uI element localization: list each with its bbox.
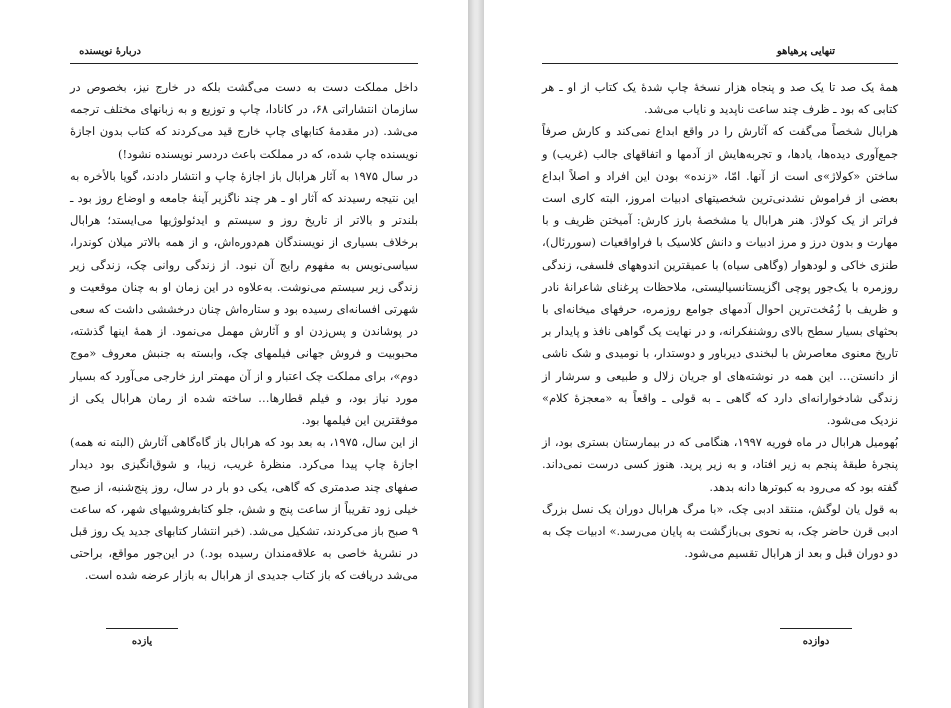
- paragraph: بُهومیل هرابال در ماه فوریه ۱۹۹۷، هنگامی که در بیمارستان بستری بود، از پنجرهٔ طبقهٔ پنجم به زیر افتاد، و به زیر پرید. هنوز کسی درست نمی‌داند. گفته بود که می‌رود به کبوترها دانه بدهد.: [542, 435, 899, 494]
- paragraph: در سال ۱۹۷۵ به آثار هرابال باز اجازهٔ چاپ و انتشار دادند، گویا بالأخره به این نتیجه رسیدند که آثار او ـ هر چند ناگزیر آینهٔ جامعه و اوضاع روز بود ـ بلندتر و بالاتر از تاریخ روز و سیستم و ایدئولوژیها می‌ایستد؛ هرابال برخلاف بسیاری از نویسندگان هم‌دوره‌اش، و از همه بالاتر میلان کوندرا، سیاسی‌نویس به مفهوم رایج آن نبود. از زندگی روانی چک، زندگی زیر زندگی زیر سیستم می‌نوشت. به‌علاوه در این زمان او به چنان موقعیت و شهرتی افسانه‌ای رسیده بود و ستاره‌اش چنان درخششی داشت که سعی در پوشاندن و پس‌زدن او و آثارش مهمل می‌نمود. از همهٔ اینها گذشته، محبوبیت و فروش جهانی فیلمهای چک، وابسته به جنبش معروف «موج دوم»، برای مملکت چک اعتبار و از آن مهمتر ارز خارجی می‌آورد که بسیار مورد نیاز بود، و فیلم قطارها… ساخته شده از رمان هرابال یکی از موفقترین این فیلمها بود.: [70, 168, 419, 428]
- footer-rule: [780, 628, 852, 629]
- running-head: دربارهٔ نویسنده: [79, 46, 141, 57]
- body-text: [542, 76, 898, 564]
- running-head: تنهایی پرهیاهو: [776, 46, 836, 57]
- paragraph: همهٔ یک صد تا یک صد و پنجاه هزار نسخهٔ چاپ شدهٔ یک کتاب از او ـ هر کتابی که بود ـ ظرف چند ساعت ناپدید و نایاب می‌شد.: [542, 80, 898, 117]
- paragraph: هرابال شخصاً می‌گفت که آثارش را در واقع ابداع نمی‌کند و کارش صرفاً جمع‌آوری دیده‌ها، یادها، و تجربه‌هایش از آدمها و اتفاقهای جالب (غریب) و ساختن «کولاژ»ی است از آنها. امّا، «زنده» بودن این افراد و اصلاً ابداع بعضی از فراموش نشدنی‌ترین شخصیتهای ادبیات امروز، البته کاری است فراتر از یک کولاژ. هنر هرابال یا مشخصهٔ بارز کارش: آمیختن ظریف و با مهارت و بدون درز و مرز ادبیات و دانش کلاسیک با فراواقعیات (سوررئال)، طنزی خاکی و لودهوار (وگاهی سیاه) با عمیقترین اندوههای فلسفی، زندگی روزمره با یک‌جور پوچی اگزیستانسیالیستی، ملاحظات پرغنای شاعرانهٔ نادر و ظریف با زُمُخت‌ترین احوال آدمهای جوامع روزمره، حرفهای میخانه‌ای با بحثهای بسیار سطح بالای روشنفکرانه، و در نهایت یک گواهی نافذ و پایدار بر تاریخ معنوی معاصرش با لبخندی دیرباور و دوستدار، با نومیدی و شک ناشی از دانستن… این همه در نوشته‌های او جریان زلال و طبیعی و سرشار از زندگی شادخوارانه‌ای دارد که گاهی ـ به قولی ـ واقعاً به «معجزهٔ کلام» نزدیک می‌شود.: [542, 124, 898, 428]
- page-number: یازده: [131, 636, 153, 647]
- book-gutter: [468, 0, 484, 708]
- right-page: [484, 0, 951, 708]
- footer-rule: [106, 628, 178, 629]
- paragraph: داخل مملکت دست به دست می‌گشت بلکه در خارج نیز، بخصوص در سازمان انتشاراتی ۶۸، در کانادا، چاپ و توزیع و به زبانهای مختلف ترجمه می‌شد. (در مقدمهٔ کتابهای چاپ خارج قید می‌کردند که کتاب بدون اجازهٔ نویسنده چاپ شده، که در مملکت باعث دردسر نویسنده نشود!): [70, 80, 418, 161]
- header-rule: [70, 63, 418, 64]
- left-page: [0, 0, 468, 708]
- page-number: دوازده: [802, 636, 830, 647]
- paragraph: از این سال، ۱۹۷۵، به بعد بود که هرابال باز گاه‌گاهی آثارش (البته نه همه) اجازهٔ چاپ پیدا می‌کرد. منظرهٔ غریب، زیبا، و شوق‌انگیزی بود دیدار صفهای چند صدمتری که گاهی، یکی دو بار در سال، روز پنج‌شنبه، از صبح خیلی زود تقریباً از ساعت پنج و شش، جلو کتابفروشیهای شهر، که ساعت ۹ صبح باز می‌کردند، تشکیل می‌شد. (خبر انتشار کتابهای جدید یک روز قبل در نشریهٔ خاصی به علاقه‌مندان رسیده بود.) در این‌جور مواقع، براحتی می‌شد دریافت که باز کتاب جدیدی از هرابال به بازار عرضه شده است.: [70, 435, 418, 583]
- paragraph: به قول یان لوگش، منتقد ادبی چک، «با مرگ هرابال دوران یک نسل بزرگ ادبی قرن حاضر چک، به نحوی بی‌بازگشت به پایان می‌رسد.» ادبیات چک به دو دوران قبل و بعد از هرابال تقسیم می‌شود.: [542, 501, 898, 561]
- header-rule: [542, 63, 898, 64]
- body-text: [70, 76, 418, 587]
